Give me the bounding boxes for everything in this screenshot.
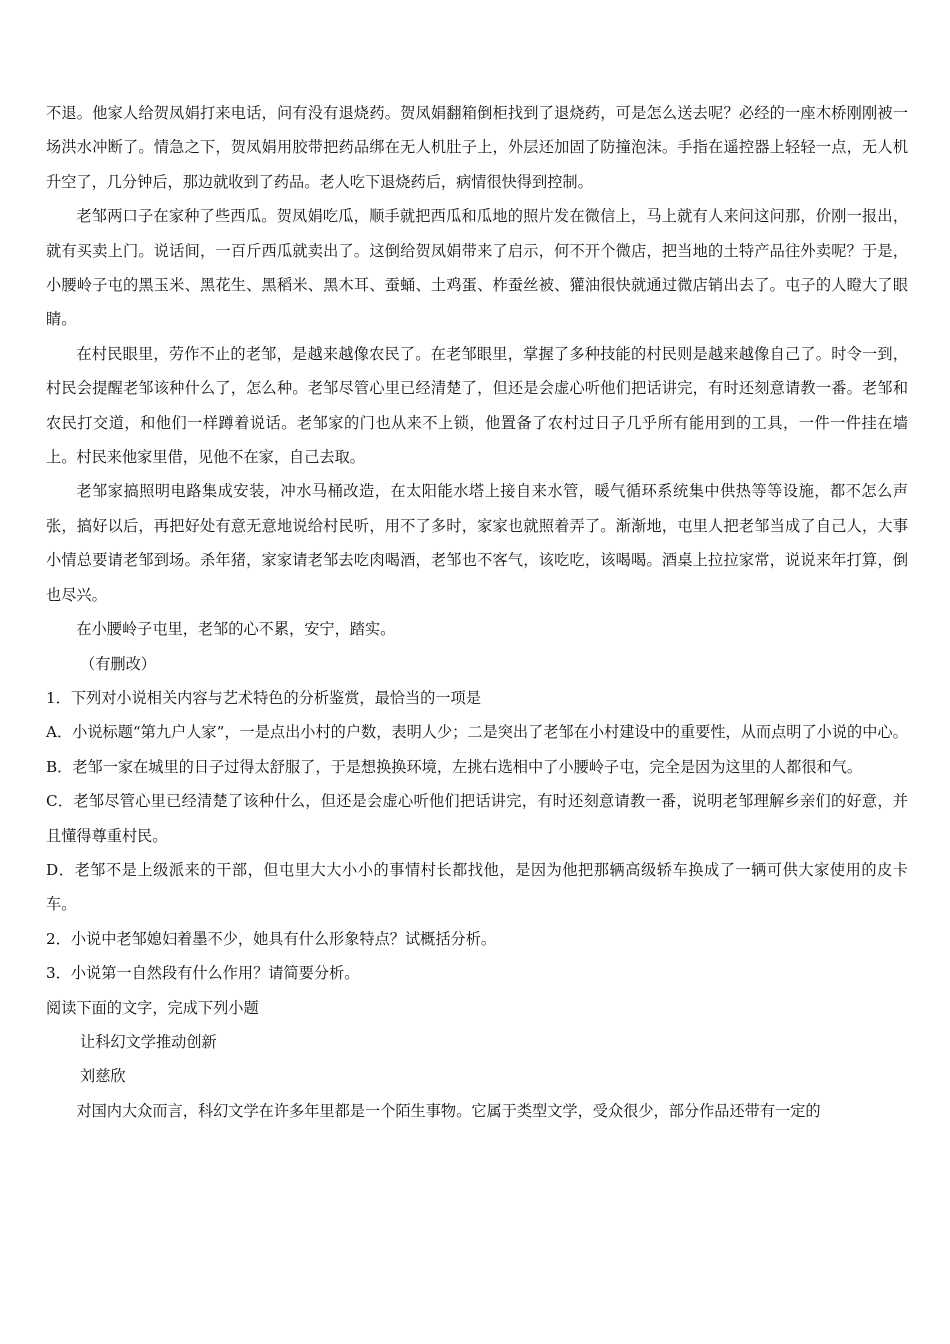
question-3: 3．小说第一自然段有什么作用？请简要分析。 <box>46 964 360 983</box>
story-paragraph-4: 老邹家搞照明电路集成安装，冲水马桶改造，在太阳能水塔上接自来水管，暖气循环系统集中供热等等设施，都不怎么声张，搞好以后，再把好处有意无意地说给村民听，用不了多时，家家也就照着弄了。渐渐地，屯里人把老邹当成了自己人，大事小情总要请老邹到场。杀年猪，家家请老邹去吃肉喝酒，老邹也不客气，该吃吃，该喝喝。酒桌上拉拉家常，说说来年打算，倒也尽兴。 <box>46 482 908 604</box>
article-title: 让科幻文学推动创新 <box>80 1032 217 1051</box>
reading-instruction: 阅读下面的文字，完成下列小题 <box>46 998 259 1017</box>
option-c: C．老邹尽管心里已经清楚了该种什么，但还是会虚心听他们把话讲完，有时还刻意请教一番，说明老邹理解乡亲们的好意，并且懂得尊重村民。 <box>46 792 908 845</box>
story-paragraph-5: 在小腰岭子屯里，老邹的心不累，安宁，踏实。 <box>76 620 396 639</box>
question-1: 1．下列对小说相关内容与艺术特色的分析鉴赏，最恰当的一项是 <box>46 688 481 707</box>
option-b: B．老邹一家在城里的日子过得太舒服了，于是想换换环境，左挑右选相中了小腰岭子屯，完全是因为这里的人都很和气。 <box>46 757 863 776</box>
page-content <box>46 96 908 1128</box>
article-paragraph-1: 对国内大众而言，科幻文学在许多年里都是一个陌生事物。它属于类型文学，受众很少，部分作品还带有一定的 <box>76 1101 821 1120</box>
story-paragraph-1: 不退。他家人给贺凤娟打来电话，问有没有退烧药。贺凤娟翻箱倒柜找到了退烧药，可是怎么送去呢？必经的一座木桥刚刚被一场洪水冲断了。情急之下，贺凤娟用胶带把药品绑在无人机肚子上，外层还加固了防撞泡沫。手指在遥控器上轻轻一点，无人机升空了，几分钟后，那边就收到了药品。老人吃下退烧药后，病情很快得到控制。 <box>46 104 908 191</box>
edit-note: （有删改） <box>80 654 156 673</box>
option-d: D．老邹不是上级派来的干部，但屯里大大小小的事情村长都找他，是因为他把那辆高级轿车换成了一辆可供大家使用的皮卡车。 <box>46 860 908 914</box>
option-a: A．小说标题“第九户人家”，一是点出小村的户数，表明人少；二是突出了老邹在小村建设中的重要性，从而点明了小说的中心。 <box>46 723 908 742</box>
question-2: 2．小说中老邹媳妇着墨不少，她具有什么形象特点？试概括分析。 <box>46 929 497 948</box>
story-paragraph-3: 在村民眼里，劳作不止的老邹，是越来越像农民了。在老邹眼里，掌握了多种技能的村民则是越来越像自己了。时令一到，村民会提醒老邹该种什么了，怎么种。老邹尽管心里已经清楚了，但还是会虚心听他们把话讲完，有时还刻意请教一番。老邹和农民打交道，和他们一样蹲着说话。老邹家的门也从来不上锁，他置备了农村过日子几乎所有能用到的工具，一件一件挂在墙上。村民来他家里借，见他不在家，自己去取。 <box>46 344 908 467</box>
article-author: 刘慈欣 <box>80 1067 126 1086</box>
story-paragraph-2: 老邹两口子在家种了些西瓜。贺凤娟吃瓜，顺手就把西瓜和瓜地的照片发在微信上，马上就有人来问这问那，价刚一报出，就有买卖上门。说话间，一百斤西瓜就卖出了。这倒给贺凤娟带来了启示，何不开个微店，把当地的土特产品往外卖呢？于是，小腰岭子屯的黑玉米、黑花生、黑稻米、黑木耳、蚕蛹、土鸡蛋、柞蚕丝被、獾油很快就通过微店销出去了。屯子的人瞪大了眼睛。 <box>46 207 908 329</box>
